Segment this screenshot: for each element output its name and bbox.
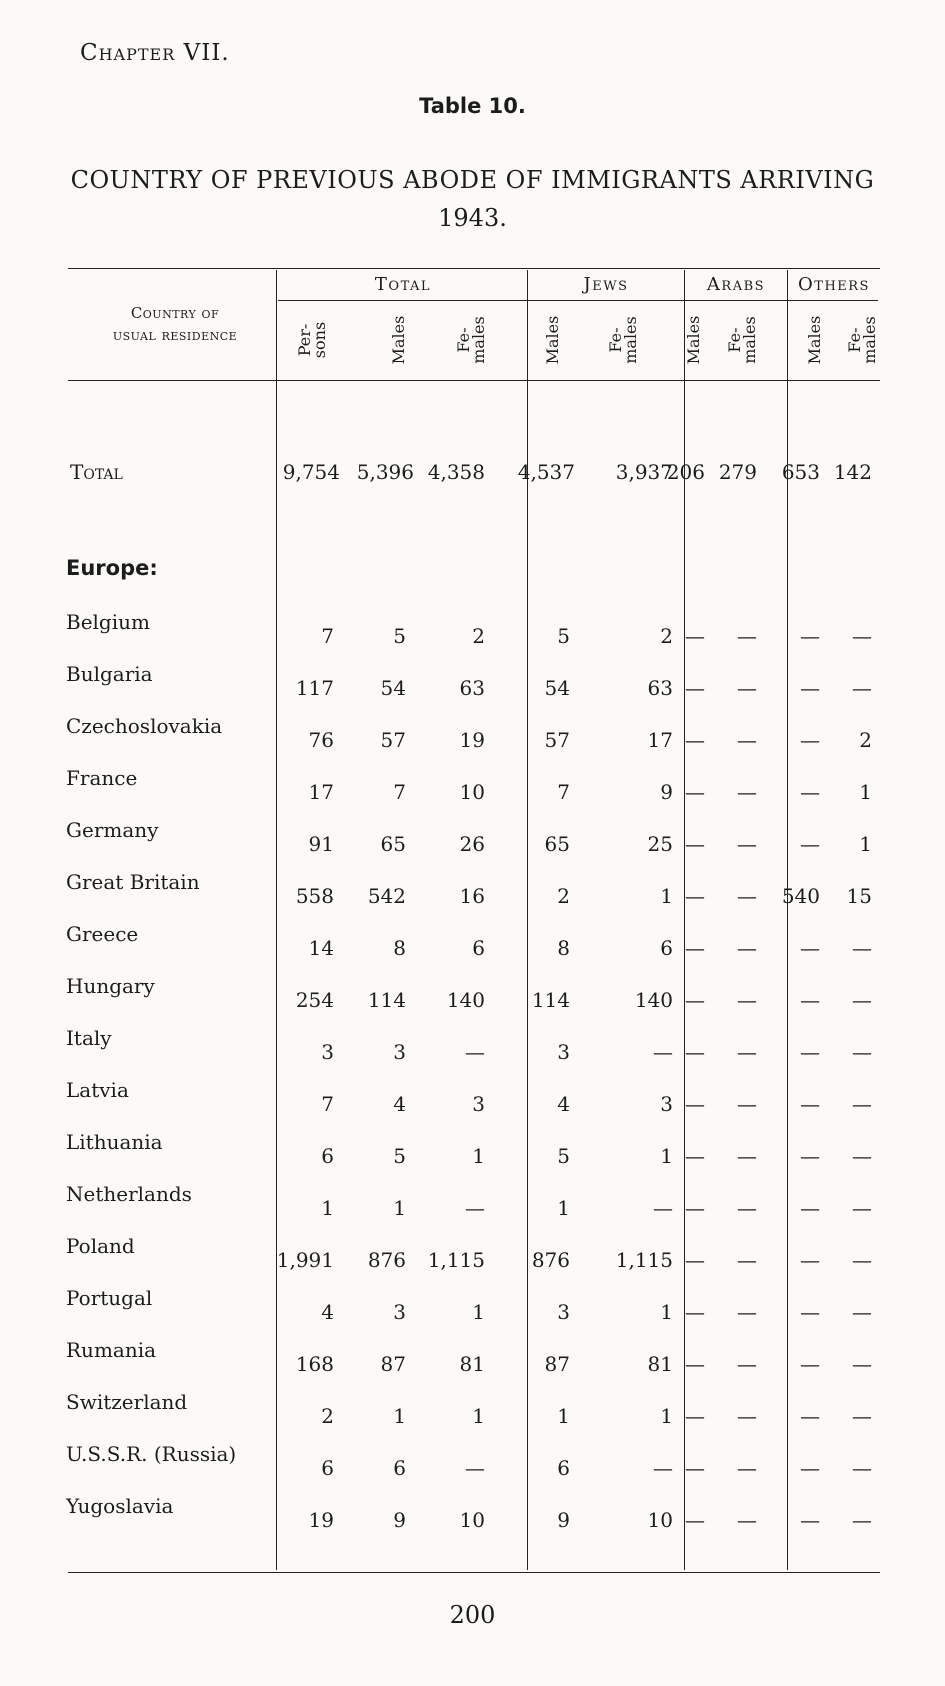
cell-others-females: —	[852, 1508, 872, 1532]
cell-jews-males: 3	[557, 1040, 570, 1064]
cell-males: 8	[393, 936, 406, 960]
total-others-males: 653	[781, 460, 820, 484]
cell-persons: 7	[321, 624, 334, 648]
cell-females: —	[465, 1040, 485, 1064]
table-row	[0, 1130, 945, 1168]
cell-arabs-males: —	[685, 676, 705, 700]
cell-others-females: —	[852, 1144, 872, 1168]
total-females: 4,358	[427, 460, 485, 484]
table-bottom-rule	[68, 1572, 880, 1573]
cell-arabs-females: —	[737, 1040, 757, 1064]
cell-arabs-males: —	[685, 1248, 705, 1272]
total-row	[0, 460, 945, 490]
cell-persons: 14	[308, 936, 334, 960]
cell-others-females: —	[852, 988, 872, 1012]
total-jews-females: 3,937	[615, 460, 673, 484]
cell-jews-females: 9	[660, 780, 673, 804]
table-row	[0, 974, 945, 1012]
subheader-total-males: Males	[389, 315, 408, 365]
cell-others-females: —	[852, 1300, 872, 1324]
cell-jews-males: 57	[544, 728, 570, 752]
cell-jews-females: 81	[647, 1352, 673, 1376]
table-row	[0, 766, 945, 804]
cell-others-males: —	[800, 936, 820, 960]
cell-jews-females: 63	[647, 676, 673, 700]
cell-others-males: —	[800, 728, 820, 752]
cell-males: 57	[380, 728, 406, 752]
cell-others-females: 15	[846, 884, 872, 908]
cell-males: 5	[393, 1144, 406, 1168]
cell-arabs-males: —	[685, 624, 705, 648]
cell-jews-females: 10	[647, 1508, 673, 1532]
cell-males: 114	[367, 988, 406, 1012]
cell-others-males: —	[800, 1456, 820, 1480]
row-country: Poland	[66, 1234, 135, 1258]
cell-arabs-females: —	[737, 1404, 757, 1428]
cell-persons: 4	[321, 1300, 334, 1324]
total-row-label: Total	[70, 460, 123, 484]
header-top-rule	[68, 268, 880, 269]
cell-others-males: —	[800, 1248, 820, 1272]
cell-others-males: —	[800, 1404, 820, 1428]
cell-jews-females: 1	[660, 884, 673, 908]
cell-arabs-males: —	[685, 1404, 705, 1428]
row-country: Greece	[66, 922, 139, 946]
cell-others-females: —	[852, 1456, 872, 1480]
cell-others-females: 2	[859, 728, 872, 752]
cell-persons: 1	[321, 1196, 334, 1220]
cell-persons: 91	[308, 832, 334, 856]
cell-males: 87	[380, 1352, 406, 1376]
table-row	[0, 870, 945, 908]
cell-arabs-females: —	[737, 936, 757, 960]
subheader-arabs-males: Males	[684, 315, 703, 365]
cell-jews-females: 1	[660, 1404, 673, 1428]
header-group-jews: Jews	[583, 274, 629, 295]
cell-others-males: —	[800, 1040, 820, 1064]
cell-arabs-females: —	[737, 1508, 757, 1532]
table-row	[0, 818, 945, 856]
cell-others-females: —	[852, 1352, 872, 1376]
cell-persons: 558	[295, 884, 334, 908]
table-row	[0, 1182, 945, 1220]
cell-persons: 6	[321, 1144, 334, 1168]
cell-jews-males: 8	[557, 936, 570, 960]
row-country: Netherlands	[66, 1182, 192, 1206]
cell-females: 26	[459, 832, 485, 856]
cell-persons: 3	[321, 1040, 334, 1064]
row-country: Bulgaria	[66, 662, 153, 686]
cell-males: 65	[380, 832, 406, 856]
cell-others-females: 1	[859, 780, 872, 804]
row-country: Belgium	[66, 610, 150, 634]
row-country: Great Britain	[66, 870, 200, 894]
table-row	[0, 610, 945, 648]
cell-others-males: —	[800, 988, 820, 1012]
cell-females: 63	[459, 676, 485, 700]
section-europe-label: Europe:	[66, 556, 158, 580]
cell-females: 19	[459, 728, 485, 752]
cell-arabs-males: —	[685, 1196, 705, 1220]
cell-arabs-males: —	[685, 1456, 705, 1480]
cell-arabs-males: —	[685, 988, 705, 1012]
table-year: 1943.	[438, 204, 507, 232]
cell-jews-females: —	[653, 1196, 673, 1220]
cell-jews-females: 6	[660, 936, 673, 960]
total-persons: 9,754	[282, 460, 340, 484]
cell-jews-females: 2	[660, 624, 673, 648]
table-row	[0, 1026, 945, 1064]
cell-arabs-males: —	[685, 884, 705, 908]
table-row	[0, 922, 945, 960]
cell-arabs-males: —	[685, 1300, 705, 1324]
cell-others-females: —	[852, 1196, 872, 1220]
cell-persons: 7	[321, 1092, 334, 1116]
cell-arabs-females: —	[737, 780, 757, 804]
cell-others-females: —	[852, 624, 872, 648]
cell-arabs-males: —	[685, 1508, 705, 1532]
cell-persons: 1,991	[276, 1248, 334, 1272]
subheader-jews-females: Fe- males	[606, 316, 640, 364]
cell-females: 81	[459, 1352, 485, 1376]
cell-others-males: —	[800, 676, 820, 700]
cell-others-males: —	[800, 624, 820, 648]
cell-arabs-females: —	[737, 1248, 757, 1272]
cell-males: 9	[393, 1508, 406, 1532]
row-country: Italy	[66, 1026, 112, 1050]
table-row	[0, 1234, 945, 1272]
table-row	[0, 1078, 945, 1116]
cell-arabs-females: —	[737, 1352, 757, 1376]
table-title: COUNTRY OF PREVIOUS ABODE OF IMMIGRANTS ARRIVING	[70, 166, 875, 194]
cell-jews-females: 25	[647, 832, 673, 856]
row-country: Germany	[66, 818, 159, 842]
cell-persons: 254	[295, 988, 334, 1012]
cell-males: 4	[393, 1092, 406, 1116]
subheader-others-females: Fe- males	[845, 316, 879, 364]
cell-females: 140	[446, 988, 485, 1012]
cell-persons: 168	[295, 1352, 334, 1376]
cell-arabs-females: —	[737, 624, 757, 648]
cell-persons: 6	[321, 1456, 334, 1480]
cell-others-males: —	[800, 1092, 820, 1116]
cell-others-males: —	[800, 1352, 820, 1376]
cell-females: 1,115	[427, 1248, 485, 1272]
cell-males: 54	[380, 676, 406, 700]
row-country: Rumania	[66, 1338, 157, 1362]
header-group-others: Others	[798, 274, 870, 295]
cell-females: 1	[472, 1404, 485, 1428]
cell-persons: 117	[295, 676, 334, 700]
cell-jews-females: —	[653, 1040, 673, 1064]
cell-arabs-males: —	[685, 1040, 705, 1064]
cell-others-females: —	[852, 676, 872, 700]
cell-females: 10	[459, 780, 485, 804]
cell-arabs-males: —	[685, 1144, 705, 1168]
cell-males: 3	[393, 1040, 406, 1064]
cell-jews-males: 114	[531, 988, 570, 1012]
cell-males: 7	[393, 780, 406, 804]
cell-jews-females: 140	[634, 988, 673, 1012]
cell-jews-males: 2	[557, 884, 570, 908]
cell-jews-males: 9	[557, 1508, 570, 1532]
cell-arabs-females: —	[737, 1092, 757, 1116]
table-row	[0, 1338, 945, 1376]
cell-arabs-females: —	[737, 1144, 757, 1168]
cell-arabs-females: —	[737, 1196, 757, 1220]
cell-jews-males: 65	[544, 832, 570, 856]
cell-jews-males: 1	[557, 1196, 570, 1220]
table-row	[0, 1442, 945, 1480]
cell-others-females: —	[852, 1040, 872, 1064]
row-country: Hungary	[66, 974, 155, 998]
row-country: U.S.S.R. (Russia)	[66, 1442, 237, 1466]
cell-others-males: —	[800, 832, 820, 856]
table-row	[0, 1286, 945, 1324]
cell-others-females: 1	[859, 832, 872, 856]
cell-others-females: —	[852, 936, 872, 960]
cell-jews-females: 1	[660, 1144, 673, 1168]
cell-persons: 19	[308, 1508, 334, 1532]
header-country-of-usual-residence: Country of usual residence	[112, 304, 238, 344]
cell-jews-males: 1	[557, 1404, 570, 1428]
cell-arabs-males: —	[685, 936, 705, 960]
cell-arabs-females: —	[737, 988, 757, 1012]
row-country: Latvia	[66, 1078, 129, 1102]
header-group-total: Total	[374, 274, 432, 295]
cell-jews-females: 1,115	[615, 1248, 673, 1272]
cell-males: 542	[367, 884, 406, 908]
cell-males: 876	[367, 1248, 406, 1272]
cell-others-males: —	[800, 1508, 820, 1532]
row-country: Portugal	[66, 1286, 153, 1310]
total-arabs-females: 279	[718, 460, 757, 484]
cell-females: —	[465, 1196, 485, 1220]
subheader-jews-males: Males	[543, 315, 562, 365]
cell-males: 5	[393, 624, 406, 648]
cell-jews-males: 3	[557, 1300, 570, 1324]
cell-persons: 17	[308, 780, 334, 804]
cell-males: 1	[393, 1404, 406, 1428]
header-group-arabs: Arabs	[706, 274, 766, 295]
row-country: Switzerland	[66, 1390, 188, 1414]
cell-males: 6	[393, 1456, 406, 1480]
cell-females: 2	[472, 624, 485, 648]
table-number: Table 10.	[419, 94, 526, 118]
cell-females: 6	[472, 936, 485, 960]
row-country: Lithuania	[66, 1130, 163, 1154]
cell-persons: 76	[308, 728, 334, 752]
row-country: Czechoslovakia	[66, 714, 223, 738]
cell-jews-males: 7	[557, 780, 570, 804]
cell-others-males: 540	[781, 884, 820, 908]
row-country: Yugoslavia	[66, 1494, 174, 1518]
cell-others-males: —	[800, 1144, 820, 1168]
chapter-heading: Chapter VII.	[80, 40, 230, 66]
cell-others-females: —	[852, 1092, 872, 1116]
subheader-total-persons: Per- sons	[295, 321, 329, 359]
cell-arabs-females: —	[737, 1456, 757, 1480]
table-row	[0, 662, 945, 700]
cell-females: 1	[472, 1144, 485, 1168]
cell-arabs-females: —	[737, 728, 757, 752]
cell-arabs-males: —	[685, 832, 705, 856]
cell-females: 3	[472, 1092, 485, 1116]
cell-others-males: —	[800, 1300, 820, 1324]
total-others-females: 142	[833, 460, 872, 484]
group-rule	[278, 300, 878, 301]
subheader-total-females: Fe- males	[454, 316, 488, 364]
cell-arabs-males: —	[685, 1092, 705, 1116]
cell-arabs-males: —	[685, 728, 705, 752]
cell-females: 1	[472, 1300, 485, 1324]
cell-jews-males: 4	[557, 1092, 570, 1116]
cell-females: 10	[459, 1508, 485, 1532]
page-number: 200	[449, 1601, 496, 1629]
cell-persons: 2	[321, 1404, 334, 1428]
cell-males: 1	[393, 1196, 406, 1220]
cell-arabs-males: —	[685, 780, 705, 804]
table-row	[0, 1494, 945, 1532]
cell-others-males: —	[800, 780, 820, 804]
cell-jews-males: 5	[557, 624, 570, 648]
cell-arabs-males: —	[685, 1352, 705, 1376]
cell-jews-females: 17	[647, 728, 673, 752]
cell-jews-males: 6	[557, 1456, 570, 1480]
cell-males: 3	[393, 1300, 406, 1324]
cell-jews-males: 54	[544, 676, 570, 700]
cell-arabs-females: —	[737, 676, 757, 700]
total-males: 5,396	[356, 460, 414, 484]
cell-others-males: —	[800, 1196, 820, 1220]
cell-others-females: —	[852, 1404, 872, 1428]
subheader-others-males: Males	[805, 315, 824, 365]
cell-jews-females: —	[653, 1456, 673, 1480]
cell-others-females: —	[852, 1248, 872, 1272]
total-arabs-males: 206	[666, 460, 705, 484]
total-jews-males: 4,537	[517, 460, 575, 484]
cell-arabs-females: —	[737, 832, 757, 856]
cell-females: —	[465, 1456, 485, 1480]
cell-jews-males: 5	[557, 1144, 570, 1168]
cell-jews-females: 3	[660, 1092, 673, 1116]
table-row	[0, 1390, 945, 1428]
table-row	[0, 714, 945, 752]
subheader-arabs-females: Fe- males	[725, 316, 759, 364]
cell-females: 16	[459, 884, 485, 908]
cell-arabs-females: —	[737, 884, 757, 908]
cell-arabs-females: —	[737, 1300, 757, 1324]
cell-jews-males: 87	[544, 1352, 570, 1376]
cell-jews-males: 876	[531, 1248, 570, 1272]
cell-jews-females: 1	[660, 1300, 673, 1324]
row-country: France	[66, 766, 138, 790]
